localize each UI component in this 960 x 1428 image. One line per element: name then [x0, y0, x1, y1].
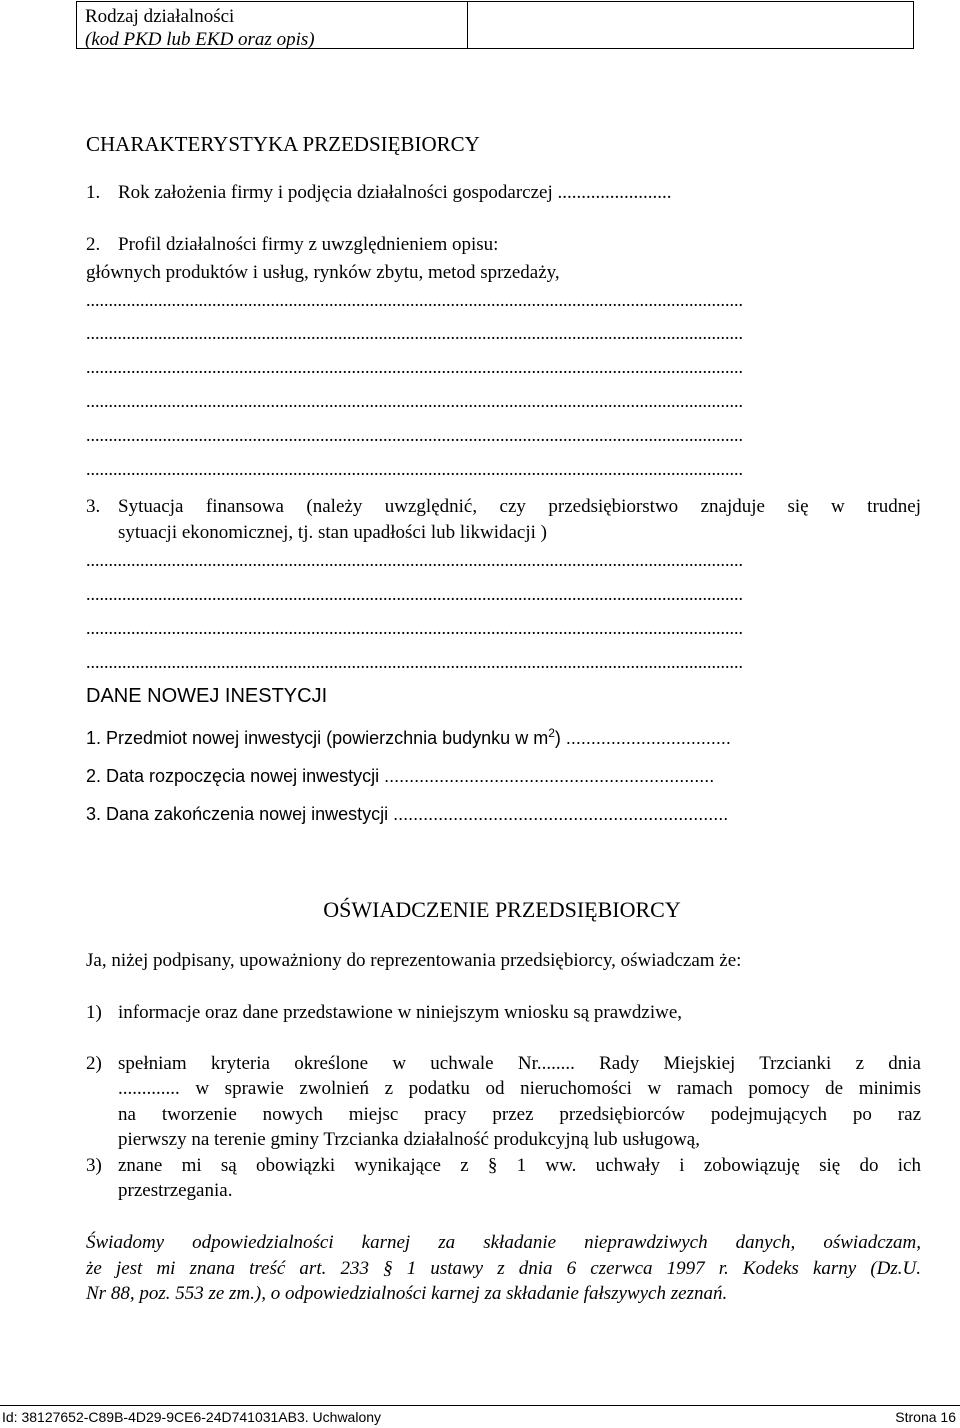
- profile-dotted-line[interactable]: ..................................................................................................................................................: [86, 290, 743, 310]
- point-number: 2): [86, 1053, 102, 1074]
- investment-subject-dots: ) .................................: [554, 728, 731, 748]
- section-heading-characteristics: CHARAKTERYSTYKA PRZEDSIĘBIORCY: [86, 132, 480, 156]
- declaration-point-3: znane mi są obowiązki wynikające z § 1 ww. uchwały i zobowiązuję się do ich: [118, 1155, 921, 1176]
- activity-type-table: [76, 1, 914, 49]
- profile-dotted-line[interactable]: ..................................................................................................................................................: [86, 323, 743, 343]
- investment-subject-field[interactable]: [86, 728, 731, 749]
- financial-dotted-line[interactable]: ..................................................................................................................................................: [86, 618, 743, 638]
- document-id: Id: 38127652-C89B-4D29-9CE6-24D741031AB3. Uchwalony: [2, 1409, 382, 1425]
- declaration-point-1: informacje oraz dane przedstawione w niniejszym wniosku są prawdziwe,: [118, 1002, 682, 1023]
- item-number: 2.: [86, 234, 101, 255]
- profile-label-cont: głównych produktów i usług, rynków zbytu, metod sprzedaży,: [86, 262, 560, 283]
- declaration-point-2: spełniam kryteria określone w uchwale Nr........ Rady Miejskiej Trzcianki z dnia: [118, 1053, 921, 1074]
- profile-dotted-line[interactable]: ..................................................................................................................................................: [86, 425, 743, 445]
- declaration-point-3-cont: przestrzegania.: [118, 1180, 233, 1201]
- financial-situation-label-cont: sytuacji ekonomicznej, tj. stan upadłości lub likwidacji ): [118, 522, 547, 543]
- superscript-2: 2: [548, 726, 555, 740]
- founding-year-field[interactable]: Rok założenia firmy i podjęcia działalności gospodarczej ........................: [118, 182, 672, 203]
- activity-type-label: Rodzaj działalności: [85, 6, 235, 27]
- investment-start-field[interactable]: 2. Data rozpoczęcia nowej inwestycji ..................................................................: [86, 766, 715, 786]
- page-number: Strona 16: [895, 1409, 956, 1425]
- point-number: 3): [86, 1155, 102, 1176]
- liability-statement-cont: Nr 88, poz. 553 ze zm.), o odpowiedzialności karnej za składanie fałszywych zeznań.: [86, 1283, 728, 1304]
- item-number: 1.: [86, 182, 101, 203]
- profile-dotted-line[interactable]: ..................................................................................................................................................: [86, 391, 743, 411]
- activity-type-sublabel: (kod PKD lub EKD oraz opis): [85, 29, 315, 50]
- liability-statement: Świadomy odpowiedzialności karnej za składanie nieprawdziwych danych, oświadczam,: [86, 1232, 921, 1253]
- liability-statement-cont: że jest mi znana treść art. 233 § 1 ustawy z dnia 6 czerwca 1997 r. Kodeks karny (Dz.U.: [86, 1258, 921, 1279]
- declaration-intro: Ja, niżej podpisany, upoważniony do reprezentowania przedsiębiorcy, oświadczam że:: [86, 950, 742, 971]
- declaration-point-2-cont: ............. w sprawie zwolnień z podatku od nieruchomości w ramach pomocy de minimis: [118, 1078, 921, 1099]
- declaration-point-2-cont: pierwszy na terenie gminy Trzcianka działalność produkcyjną lub usługową,: [118, 1129, 700, 1150]
- section-heading-investment: DANE NOWEJ INESTYCJI: [86, 685, 328, 707]
- profile-dotted-line[interactable]: ..................................................................................................................................................: [86, 357, 743, 377]
- financial-dotted-line[interactable]: ..................................................................................................................................................: [86, 584, 743, 604]
- section-heading-declaration: OŚWIADCZENIE PRZEDSIĘBIORCY: [323, 897, 681, 922]
- footer-rule: [0, 1405, 960, 1406]
- point-number: 1): [86, 1002, 102, 1023]
- profile-dotted-line[interactable]: ..................................................................................................................................................: [86, 459, 743, 479]
- investment-subject-label: 1. Przedmiot nowej inwestycji (powierzchnia budynku w m: [86, 728, 549, 748]
- financial-dotted-line[interactable]: ..................................................................................................................................................: [86, 652, 743, 672]
- investment-end-field[interactable]: 3. Dana zakończenia nowej inwestycji ...................................................................: [86, 804, 729, 824]
- financial-situation-label: Sytuacja finansowa (należy uwzględnić, czy przedsiębiorstwo znajduje się w trudnej: [118, 496, 921, 517]
- financial-dotted-line[interactable]: ..................................................................................................................................................: [86, 550, 743, 570]
- profile-label: Profil działalności firmy z uwzględnieniem opisu:: [118, 234, 499, 255]
- declaration-point-2-cont: na tworzenie nowych miejsc pracy przez przedsiębiorców podejmujących po raz: [118, 1104, 921, 1125]
- activity-type-value-cell[interactable]: [469, 2, 913, 48]
- item-number: 3.: [86, 496, 101, 517]
- table-divider: [467, 2, 468, 48]
